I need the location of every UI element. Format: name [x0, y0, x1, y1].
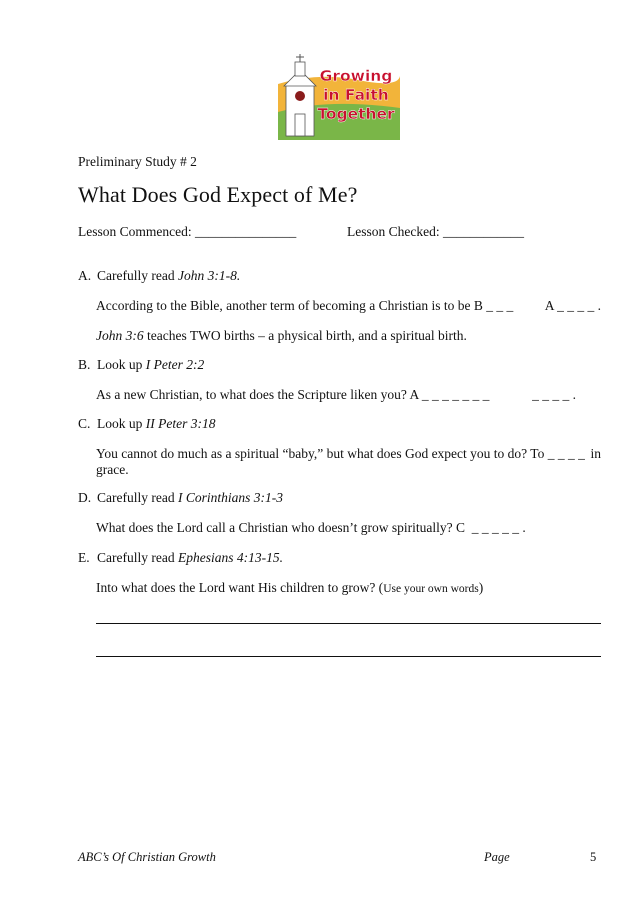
lesson-commenced-label: Lesson Commenced: — [78, 224, 192, 239]
section-lead: Carefully read — [97, 490, 175, 505]
section-c-question-1 — [96, 446, 601, 462]
section-letter: E. — [78, 550, 90, 565]
question-text: As a new Christian, to what does the Scripture liken you? A _ _ _ _ _ _ _ — [96, 387, 490, 402]
scripture-reference: I Peter 2:2 — [145, 357, 205, 372]
lesson-commenced-field — [78, 224, 296, 240]
lesson-checked-field — [347, 224, 524, 240]
question-text: Into what does the Lord want His children to grow? ( — [96, 580, 384, 595]
section-e-heading — [78, 550, 283, 566]
scripture-reference: I Corinthians 3:1-3 — [177, 490, 283, 505]
logo-text-line3: Together — [317, 105, 395, 123]
section-lead: Look up — [97, 416, 143, 431]
question-text-close: ) — [478, 580, 484, 595]
section-a-question-2 — [96, 328, 601, 344]
footer-book-title: ABC’s Of Christian Growth — [78, 850, 216, 864]
scripture-reference: John 3:1-8. — [177, 268, 241, 283]
lesson-checked-blank: ____________ — [442, 224, 524, 239]
section-e-question-1 — [96, 580, 483, 597]
question-answer-blank: _ _ _ _ . — [532, 387, 576, 402]
scripture-reference: II Peter 3:18 — [145, 416, 216, 431]
section-letter: A. — [78, 268, 92, 283]
logo-text-line1: Growing — [319, 67, 393, 85]
question-text: teaches TWO births – a physical birth, and a spiritual birth. — [147, 328, 467, 343]
section-letter: D. — [78, 490, 92, 505]
question-text-end: in — [590, 446, 601, 461]
answer-line-1[interactable] — [96, 623, 601, 624]
section-lead: Carefully read — [97, 550, 175, 565]
section-a-heading — [78, 268, 240, 284]
section-b-question-1 — [96, 387, 576, 403]
preliminary-study-label: Preliminary Study # 2 — [78, 154, 197, 169]
answer-line-2[interactable] — [96, 656, 601, 657]
page-title: What Does God Expect of Me? — [78, 182, 358, 207]
scripture-reference: Ephesians 4:13-15. — [177, 550, 283, 565]
section-c-question-continuation: grace. — [96, 462, 129, 477]
question-text: According to the Bible, another term of becoming a Christian is to be B _ _ _ — [96, 298, 514, 313]
section-lead: Look up — [97, 357, 143, 372]
logo-text-line2: in Faith — [323, 86, 389, 104]
question-text: You cannot do much as a spiritual “baby,” but what does God expect you to do? To _ _ _ _ — [96, 446, 585, 461]
question-answer-blank: A _ _ _ _ . — [544, 298, 601, 313]
section-b-heading — [78, 357, 204, 373]
section-a-question-1 — [96, 298, 601, 314]
section-d-question-1: What does the Lord call a Christian who doesn’t grow spiritually? C _ _ _ _ _ . — [96, 520, 526, 535]
lesson-checked-label: Lesson Checked: — [347, 224, 440, 239]
section-letter: C. — [78, 416, 91, 431]
section-letter: B. — [78, 357, 91, 372]
footer-page-number: 5 — [590, 850, 597, 864]
footer-page-label: Page — [484, 850, 510, 864]
section-lead: Carefully read — [97, 268, 175, 283]
lesson-commenced-blank: _______________ — [194, 224, 297, 239]
church-logo-icon — [278, 54, 400, 140]
section-d-heading — [78, 490, 283, 506]
section-c-heading — [78, 416, 215, 432]
growing-in-faith-logo — [278, 54, 400, 140]
scripture-reference: John 3:6 — [96, 328, 144, 343]
question-hint: Use your own words — [383, 583, 479, 595]
